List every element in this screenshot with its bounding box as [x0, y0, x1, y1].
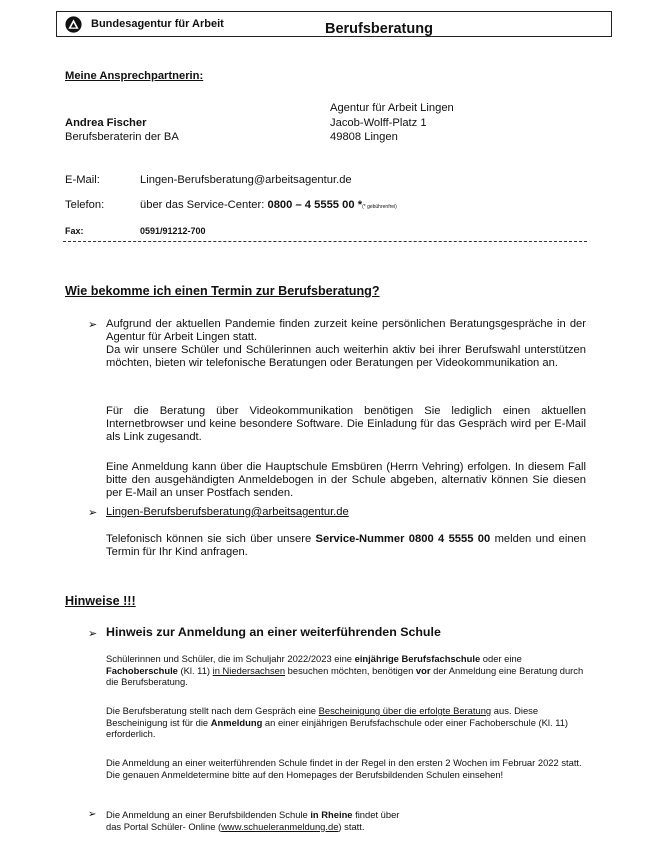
hint-para3 [106, 757, 586, 780]
hint-para3-text: Die Anmeldung an einer weiterführenden Schule findet in der Regel in den ersten 2 Wochen im Februar 2022 statt. Die genauen Anmeldetermine bitte auf den Homepages der Berufsbildenden Schulen einsehen! [106, 757, 582, 780]
phone-star: * [354, 199, 363, 211]
phone-note: (* gebührenfrei) [362, 204, 397, 210]
header-bar [56, 11, 612, 37]
section2-heading: Hinweise !!! [65, 594, 136, 608]
hint-para1 [106, 653, 586, 688]
p1d: Fachoberschule [106, 664, 178, 676]
phone-line [140, 199, 397, 211]
p1b: einjährige Berufsfachschule [354, 653, 481, 664]
service-number: Service-Nummer 0800 4 5555 00 [315, 533, 491, 545]
p1h: vor [415, 664, 431, 676]
section1-heading: Wie bekomme ich einen Termin zur Berufsberatung? [65, 284, 380, 298]
para2-text: Für die Beratung über Videokommunikation benötigen Sie lediglich einen aktuellen Internetbrowser und keine besondere Software. Die Einladung für das Gespräch wird per E-Mail als Link zugesandt. [106, 405, 586, 443]
phone-label: Telefon: [65, 199, 105, 211]
ba-logo-icon [65, 16, 82, 33]
dashed-divider [63, 241, 587, 242]
p2a: Die Berufsberatung stellt nach dem Gespräch eine [106, 705, 319, 716]
hint-para2 [106, 705, 586, 740]
p2e: an einer einjährigen Berufsfachschule oder einer Fachoberschule (Kl. 11) erforderlich. [106, 716, 569, 739]
section1-para4 [106, 533, 586, 559]
email-label: E-Mail: [65, 174, 100, 186]
p1f: in Niedersachsen [212, 664, 286, 676]
p1g: besuchen möchten, benötigen [285, 664, 416, 676]
p4d: das Portal Schüler- Online ( [106, 820, 222, 832]
contact-heading: Meine Ansprechpartnerin: [65, 70, 204, 82]
hint-para4 [106, 809, 586, 832]
para4-post: melden und einen Termin für Ihr Kind anfragen. [106, 533, 587, 558]
section1-para1 [106, 318, 586, 370]
bullet-arrow-icon: ➢ [88, 628, 98, 640]
agency-city: 49808 Lingen [330, 131, 398, 143]
bullet-arrow-icon: ➢ [88, 809, 97, 820]
contact-name: Andrea Fischer [65, 117, 147, 129]
fax-label: Fax: [65, 226, 84, 236]
para3-text: Eine Anmeldung kann über die Hauptschule Emsbüren (Herrn Vehring) erfolgen. In diesem Fall bitte den ausgehändigten Anmeldebogen in der Schule abgeben, alternativ können Sie diesen per E-Mail an unser Postfach senden. [106, 461, 586, 499]
phone-number: 0800 – 4 5555 00 [267, 199, 355, 211]
section1-para2 [106, 405, 586, 444]
subheading: Hinweis zur Anmeldung an einer weiterführenden Schule [106, 625, 441, 639]
bullet-arrow-icon: ➢ [88, 507, 98, 519]
page-title: Berufsberatung [325, 21, 433, 37]
p1i: der Anmeldung eine Beratung durch die Berufsberatung. [106, 664, 584, 687]
p2c: aus. Diese Bescheinigung ist für die [106, 705, 539, 728]
email-value[interactable]: Lingen-Berufsberatung@arbeitsagentur.de [140, 174, 352, 186]
phone-prefix: über das Service-Center: [140, 199, 268, 211]
para4-pre: Telefonisch können sie sich über unsere [106, 533, 316, 545]
p1e: (Kl. 11) [177, 664, 213, 676]
portal-link[interactable]: www.schueleranmeldung.de [221, 820, 339, 832]
contact-role: Berufsberaterin der BA [65, 131, 179, 143]
email-link[interactable]: Lingen-Berufsberufsberatung@arbeitsagentur.de [106, 506, 349, 518]
p4c: findet über [352, 809, 400, 820]
agency-street: Jacob-Wolff-Platz 1 [330, 117, 427, 129]
fax-value: 0591/91212-700 [140, 226, 206, 236]
p4b: in Rheine [310, 809, 353, 820]
p1a: Schülerinnen und Schüler, die im Schuljahr 2022/2023 eine [106, 653, 355, 664]
bullet-arrow-icon: ➢ [88, 319, 98, 331]
p4a: Die Anmeldung an einer Berufsbildenden Schule [106, 809, 311, 820]
agency-name: Agentur für Arbeit Lingen [330, 102, 454, 114]
section1-para3 [106, 461, 586, 500]
p1c: oder eine [480, 653, 522, 664]
p2d: Anmeldung [210, 716, 263, 728]
p2b: Bescheinigung über die erfolgte Beratung [318, 705, 492, 716]
para1-text: Aufgrund der aktuellen Pandemie finden zurzeit keine persönlichen Beratungsgespräche in der Agentur für Arbeit Lingen statt. [106, 318, 586, 343]
p4e: ) statt. [338, 820, 365, 832]
para1b-text: Da wir unsere Schüler und Schülerinnen auch weiterhin aktiv bei ihrer Berufswahl unterstützen möchten, bieten wir telefonische Beratungen oder Beratungen per Videokommunikation an. [106, 344, 586, 369]
org-name: Bundesagentur für Arbeit [91, 18, 224, 30]
